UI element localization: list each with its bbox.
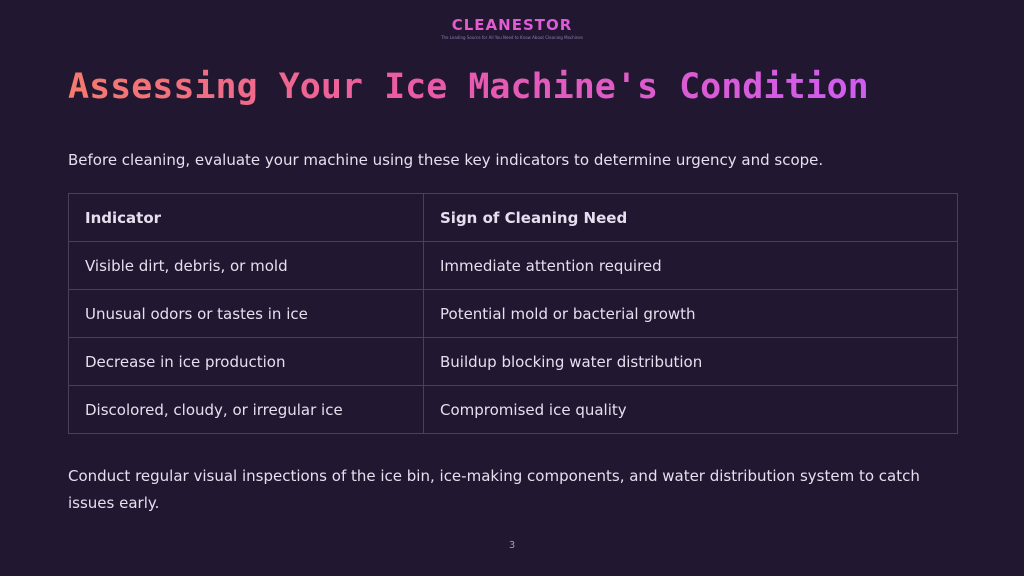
inspection-note: Conduct regular visual inspections of the ice bin, ice-making components, and water distribution system to catch issues early. xyxy=(68,467,920,512)
table-row xyxy=(69,242,958,290)
table-row xyxy=(69,290,958,338)
table-row xyxy=(69,338,958,386)
intro-text: Before cleaning, evaluate your machine using these key indicators to determine urgency and scope. xyxy=(68,151,824,169)
sign-cell: Buildup blocking water distribution xyxy=(424,338,958,386)
brand-logo xyxy=(0,16,1024,41)
sign-cell: Immediate attention required xyxy=(424,242,958,290)
table-header-row xyxy=(69,194,958,242)
sign-cell: Potential mold or bacterial growth xyxy=(424,290,958,338)
column-header-sign: Sign of Cleaning Need xyxy=(424,194,958,242)
column-header-indicator: Indicator xyxy=(69,194,424,242)
logo-wordmark: CLEANESTOR xyxy=(0,16,1024,34)
indicator-cell: Unusual odors or tastes in ice xyxy=(69,290,424,338)
logo-tagline: The Leading Source for All You Need to Know About Cleaning Machines xyxy=(441,35,583,40)
sign-cell: Compromised ice quality xyxy=(424,386,958,434)
indicators-table xyxy=(68,193,958,434)
indicator-cell: Discolored, cloudy, or irregular ice xyxy=(69,386,424,434)
indicator-cell: Visible dirt, debris, or mold xyxy=(69,242,424,290)
page-number: 3 xyxy=(508,540,516,551)
table-row xyxy=(69,386,958,434)
indicator-cell: Decrease in ice production xyxy=(69,338,424,386)
slide-title: Assessing Your Ice Machine's Condition xyxy=(68,64,869,110)
